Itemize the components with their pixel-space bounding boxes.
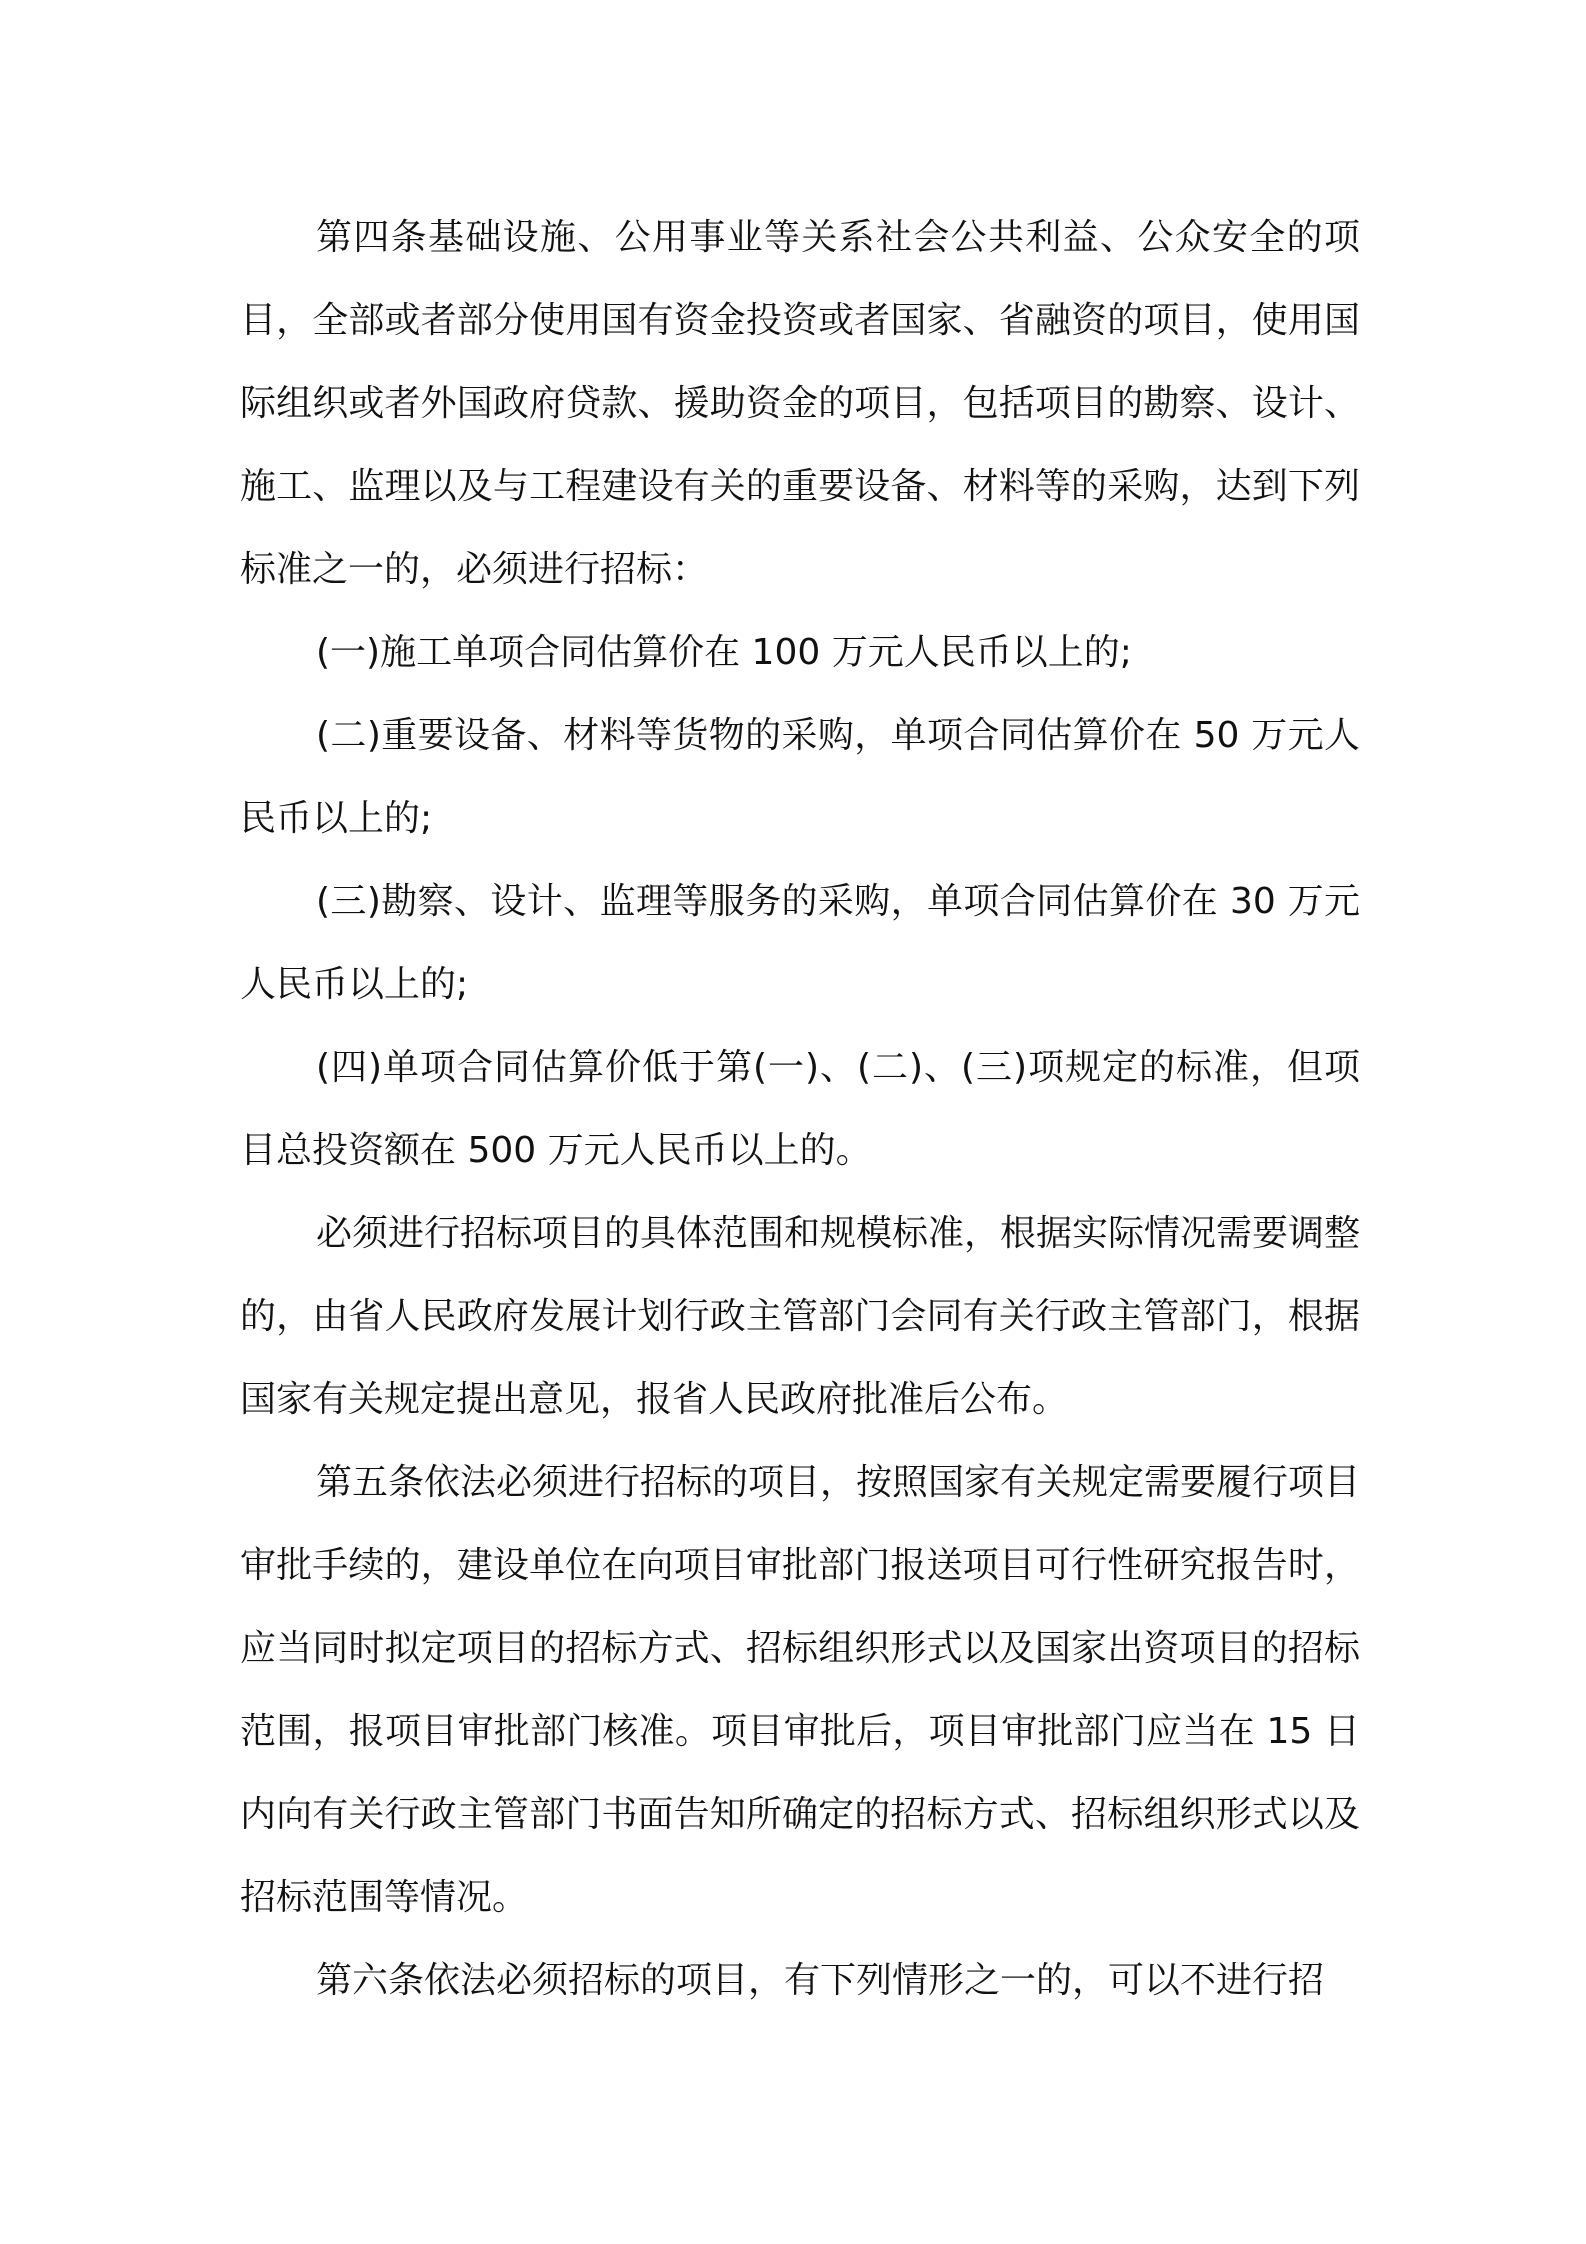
paragraph-article-4: 第四条基础设施、公用事业等关系社会公共利益、公众安全的项目，全部或者部分使用国有资金投资或者国家、省融资的项目，使用国际组织或者外国政府贷款、援助资金的项目，包括项目的勘察、设计、施工、监理以及与工程建设有关的重要设备、材料等的采购，达到下列标准之一的，必须进行招标： xyxy=(240,217,1360,590)
document-body xyxy=(240,196,1360,2022)
paragraph-item-2: (二)重要设备、材料等货物的采购，单项合同估算价在 50 万元人民币以上的; xyxy=(240,715,1360,839)
paragraph-item-1: (一)施工单项合同估算价在 100 万元人民币以上的; xyxy=(316,632,1132,673)
paragraph-item-3: (三)勘察、设计、监理等服务的采购，单项合同估算价在 30 万元人民币以上的; xyxy=(240,881,1360,1005)
paragraph-scope-adjustment: 必须进行招标项目的具体范围和规模标准，根据实际情况需要调整的，由省人民政府发展计划行政主管部门会同有关行政主管部门，根据国家有关规定提出意见，报省人民政府批准后公布。 xyxy=(240,1213,1361,1420)
paragraph-article-6: 第六条依法必须招标的项目，有下列情形之一的，可以不进行招 xyxy=(316,1960,1325,2001)
paragraph-item-4: (四)单项合同估算价低于第(一)、(二)、(三)项规定的标准，但项目总投资额在 500 万元人民币以上的。 xyxy=(240,1047,1360,1171)
paragraph-article-5: 第五条依法必须进行招标的项目，按照国家有关规定需要履行项目审批手续的，建设单位在向项目审批部门报送项目可行性研究报告时，应当同时拟定项目的招标方式、招标组织形式以及国家出资项目的招标范围，报项目审批部门核准。项目审批后，项目审批部门应当在 15 日内向有关行政主管部门书面告知所确定的招标方式、招标组织形式以及招标范围等情况。 xyxy=(240,1462,1361,1918)
